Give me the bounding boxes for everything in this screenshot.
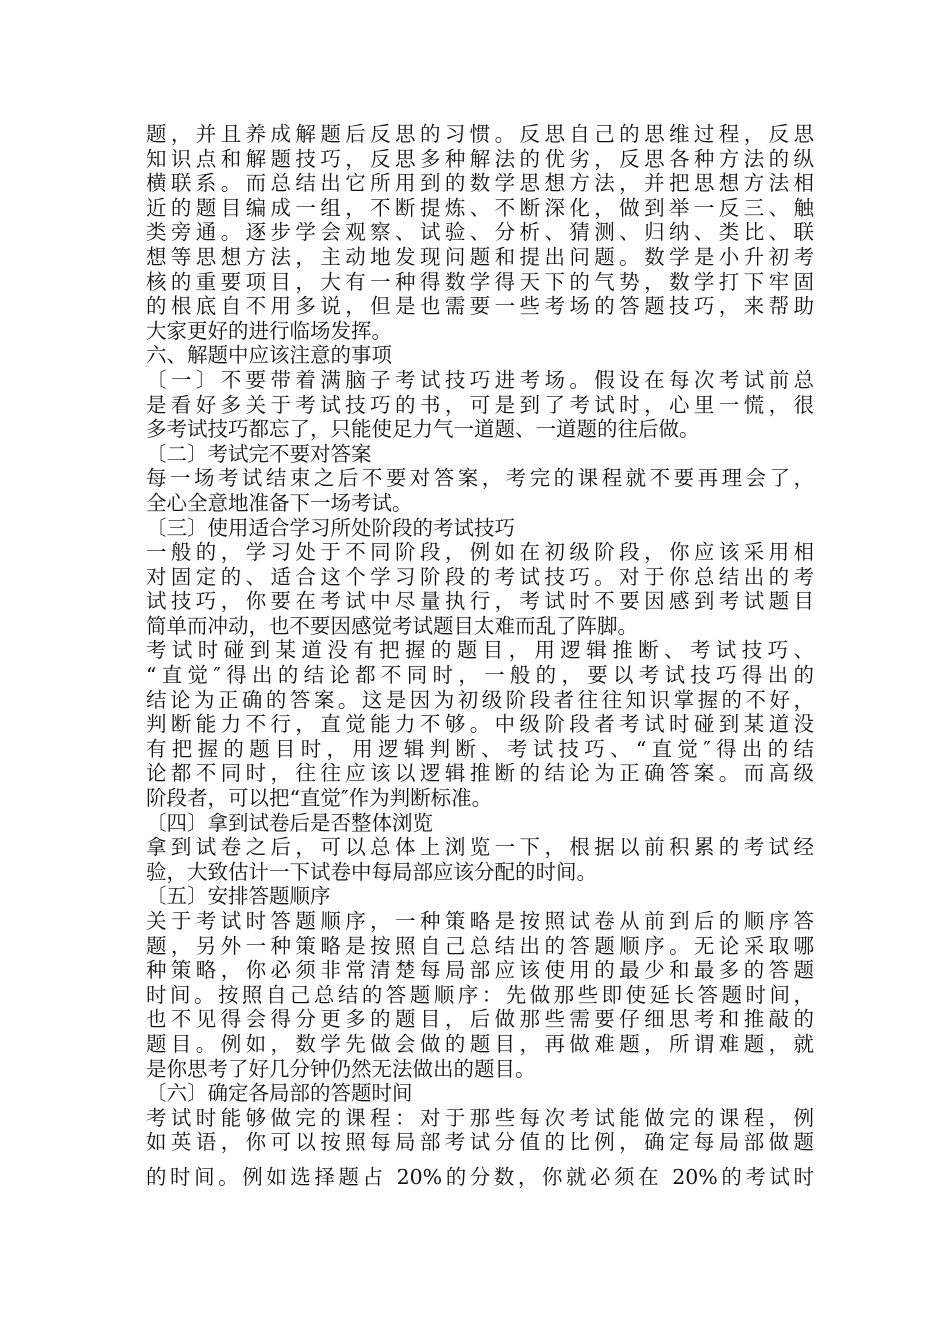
section-heading: 六、解题中应该注意的事项 — [146, 343, 392, 368]
paragraph-line: 考试时能够做完的课程：对于那些每次考试能做完的课程，例 — [146, 1105, 814, 1130]
paragraph-line: 是你思考了好几分钟仍然无法做出的题目。 — [146, 1056, 536, 1081]
paragraph-line: 时间。按照自己总结的答题顺序：先做那些即使延长答题时间， — [146, 982, 814, 1007]
paragraph-line: 的时间。例如选择题占 20%的分数，你就必须在 20%的考试时 — [146, 1164, 814, 1189]
paragraph-line: 考试时碰到某道没有把握的题目，用逻辑推断、考试技巧、 — [146, 638, 814, 663]
section-heading: 〔四〕拿到试卷后是否整体浏览 — [146, 810, 433, 835]
section-heading: 〔二〕考试完不要对答案 — [146, 441, 372, 466]
paragraph-line: 如英语，你可以按照每局部考试分值的比例，确定每局部做题 — [146, 1130, 814, 1155]
paragraph-line: 对固定的、适合这个学习阶段的考试技巧。对于你总结出的考 — [146, 564, 814, 589]
section-heading: 〔三〕使用适合学习所处阶段的考试技巧 — [146, 515, 515, 540]
paragraph-line: 知识点和解题技巧，反思多种解法的优劣，反思各种方法的纵 — [146, 146, 814, 171]
document-body — [146, 122, 814, 1190]
paragraph-line: 验，大致估计一下试卷中每局部应该分配的时间。 — [146, 859, 597, 884]
paragraph-line: 题目。例如，数学先做会做的题目，再做难题，所谓难题，就 — [146, 1031, 814, 1056]
paragraph-line: 试技巧，你要在考试中尽量执行，考试时不要因感到考试题目 — [146, 589, 814, 614]
paragraph-line: “直觉″得出的结论都不同时，一般的，要以考试技巧得出的 — [146, 663, 814, 688]
paragraph-line: 一般的，学习处于不同阶段，例如在初级阶段，你应该采用相 — [146, 540, 814, 565]
paragraph-line: 简单而冲动，也不要因感觉考试题目太难而乱了阵脚。 — [146, 613, 638, 638]
paragraph-line: 想等思想方法，主动地发现问题和提出问题。数学是小升初考 — [146, 244, 814, 269]
paragraph-line: 结论为正确的答案。这是因为初级阶段者往往知识掌握的不好， — [146, 687, 814, 712]
paragraph-line: 论都不同时，往往应该以逻辑推断的结论为正确答案。而高级 — [146, 761, 814, 786]
paragraph-line: 关于考试时答题顺序，一种策略是按照试卷从前到后的顺序答 — [146, 909, 814, 933]
paragraph-line: 也不见得会得分更多的题目，后做那些需要仔细思考和推敲的 — [146, 1007, 814, 1032]
paragraph-line: 的根底自不用多说，但是也需要一些考场的答题技巧，来帮助 — [146, 294, 814, 319]
paragraph-line: 〔一〕不要带着满脑子考试技巧进考场。假设在每次考试前总 — [146, 367, 814, 392]
paragraph-line: 类旁通。逐步学会观察、试验、分析、猜测、归纳、类比、联 — [146, 220, 814, 245]
paragraph-line: 大家更好的进行临场发挥。 — [146, 318, 392, 343]
paragraph-line: 阶段者，可以把“直觉″作为判断标准。 — [146, 786, 493, 811]
paragraph-line: 拿到试卷之后，可以总体上浏览一下，根据以前积累的考试经 — [146, 835, 814, 860]
paragraph-line: 横联系。而总结出它所用到的数学思想方法，并把思想方法相 — [146, 171, 814, 196]
paragraph-line: 是看好多关于考试技巧的书，可是到了考试时，心里一慌，很 — [146, 392, 814, 417]
paragraph-line: 题，并且养成解题后反思的习惯。反思自己的思维过程，反思 — [146, 122, 814, 146]
paragraph-line: 近的题目编成一组，不断提炼、不断深化，做到举一反三、触 — [146, 195, 814, 220]
paragraph-line: 全心全意地准备下一场考试。 — [146, 490, 413, 515]
paragraph-line: 有把握的题目时，用逻辑判断、考试技巧、“直觉″得出的结 — [146, 736, 814, 761]
paragraph-line: 判断能力不行，直觉能力不够。中级阶段者考试时碰到某道没 — [146, 712, 814, 737]
paragraph-line: 每一场考试结束之后不要对答案，考完的课程就不要再理会了， — [146, 466, 814, 491]
paragraph-line: 多考试技巧都忘了，只能使足力气一道题、一道题的往后做。 — [146, 417, 700, 442]
paragraph-line: 核的重要项目，大有一种得数学得天下的气势，数学打下牢固 — [146, 269, 814, 294]
section-heading: 〔六〕确定各局部的答题时间 — [146, 1081, 413, 1106]
paragraph-line: 种策略，你必须非常清楚每局部应该使用的最少和最多的答题 — [146, 958, 814, 983]
paragraph-line: 题，另外一种策略是按照自己总结出的答题顺序。无论采取哪 — [146, 933, 814, 958]
section-heading: 〔五〕安排答题顺序 — [146, 884, 331, 909]
